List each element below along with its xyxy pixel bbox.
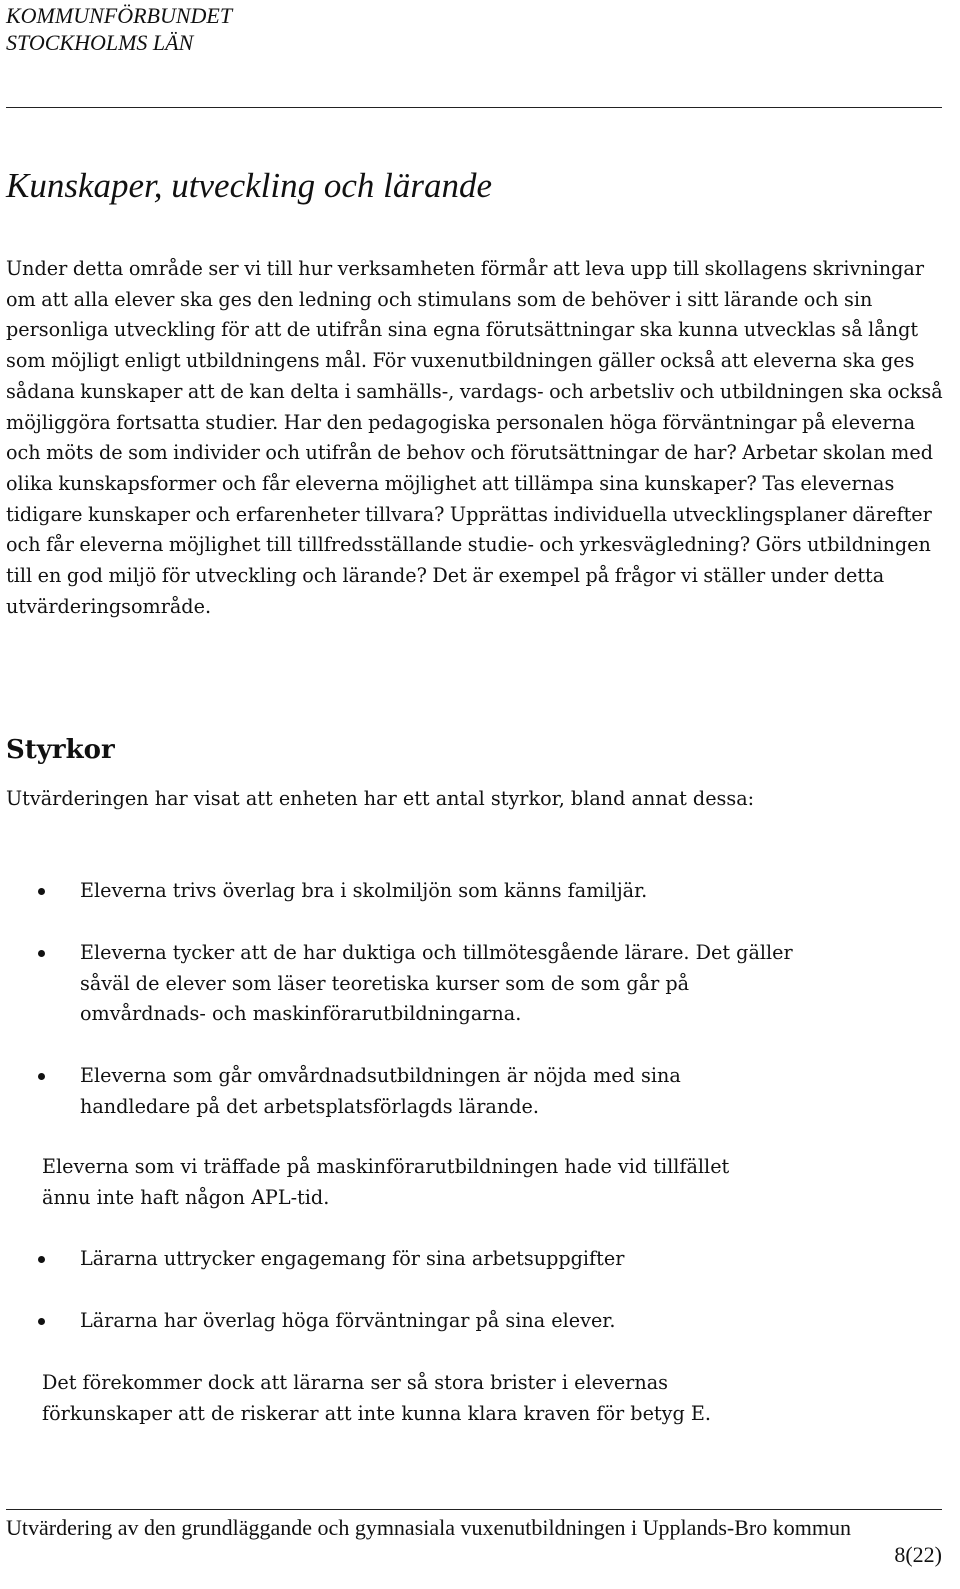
strengths-lead-paragraph: Utvärderingen har visat att enheten har ett antal styrkor, bland annat dessa: <box>6 787 755 810</box>
footer-divider <box>6 1509 942 1510</box>
bullet-item: Eleverna tycker att de har duktiga och tillmötesgående lärare. Det gäller såväl de elever som läser teoretiska kurser som de som går på omvårdnads- och maskinförarutbildningarna. <box>80 941 793 1026</box>
bullet-item: Eleverna som går omvårdnadsutbildningen är nöjda med sina handledare på det arbetsplatsförlagds lärande. <box>80 1064 681 1118</box>
page-title: Kunskaper, utveckling och lärande <box>6 166 493 205</box>
footer-text: Utvärdering av den grundläggande och gymnasiala vuxenutbildningen i Upplands-Bro kommun <box>6 1515 851 1540</box>
note-paragraph: Det förekommer dock att lärarna ser så stora brister i elevernas förkunskaper att de riskerar att inte kunna klara kraven för betyg E. <box>42 1371 711 1425</box>
page-number: 8(22) <box>894 1542 942 1567</box>
bullet-marker <box>38 1256 45 1263</box>
bullet-item: Eleverna trivs överlag bra i skolmiljön som känns familjär. <box>80 879 648 902</box>
organization-line-1: KOMMUNFÖRBUNDET <box>6 3 233 28</box>
bullet-marker <box>38 888 45 895</box>
bullet-marker <box>38 950 45 957</box>
note-paragraph: Eleverna som vi träffade på maskinförarutbildningen hade vid tillfället ännu inte haft någon APL-tid. <box>42 1155 730 1209</box>
organization-line-2: STOCKHOLMS LÄN <box>6 30 194 55</box>
section-heading-styrkor: Styrkor <box>6 735 115 765</box>
header-divider <box>6 107 942 108</box>
bullet-marker <box>38 1073 45 1080</box>
organization-name <box>6 2 232 56</box>
bullet-item: Lärarna uttrycker engagemang för sina arbetsuppgifter <box>80 1247 625 1270</box>
bullet-marker <box>38 1318 45 1325</box>
intro-paragraph: Under detta område ser vi till hur verksamheten förmår att leva upp till skollagens skrivningar om att alla elever ska ges den ledning och stimulans som de behöver i sitt lärande och sin personliga utveckling för att de utifrån sina egna förutsättningar ska kunna utvecklas så långt som möjligt enligt utbildningens mål. För vuxenutbildningen gäller också att eleverna ska ges sådana kunskaper att de kan delta i samhälls-, vardags- och arbetsliv och utbildningen ska också möjliggöra fortsatta studier. Har den pedagogiska personalen höga förväntningar på eleverna och möts de som individer och utifrån de behov och förutsättningar de har? Arbetar skolan med olika kunskapsformer och får eleverna möjlighet att tillämpa sina kunskaper? Tas elevernas tidigare kunskaper och erfarenheter tillvara? Upprättas individuella utvecklingsplaner därefter och får eleverna möjlighet till tillfredsställande studie- och yrkesvägledning? Görs utbildningen till en god miljö för utveckling och lärande? Det är exempel på frågor vi ställer under detta utvärderingsområde. <box>6 257 943 618</box>
bullet-item: Lärarna har överlag höga förväntningar på sina elever. <box>80 1309 616 1332</box>
